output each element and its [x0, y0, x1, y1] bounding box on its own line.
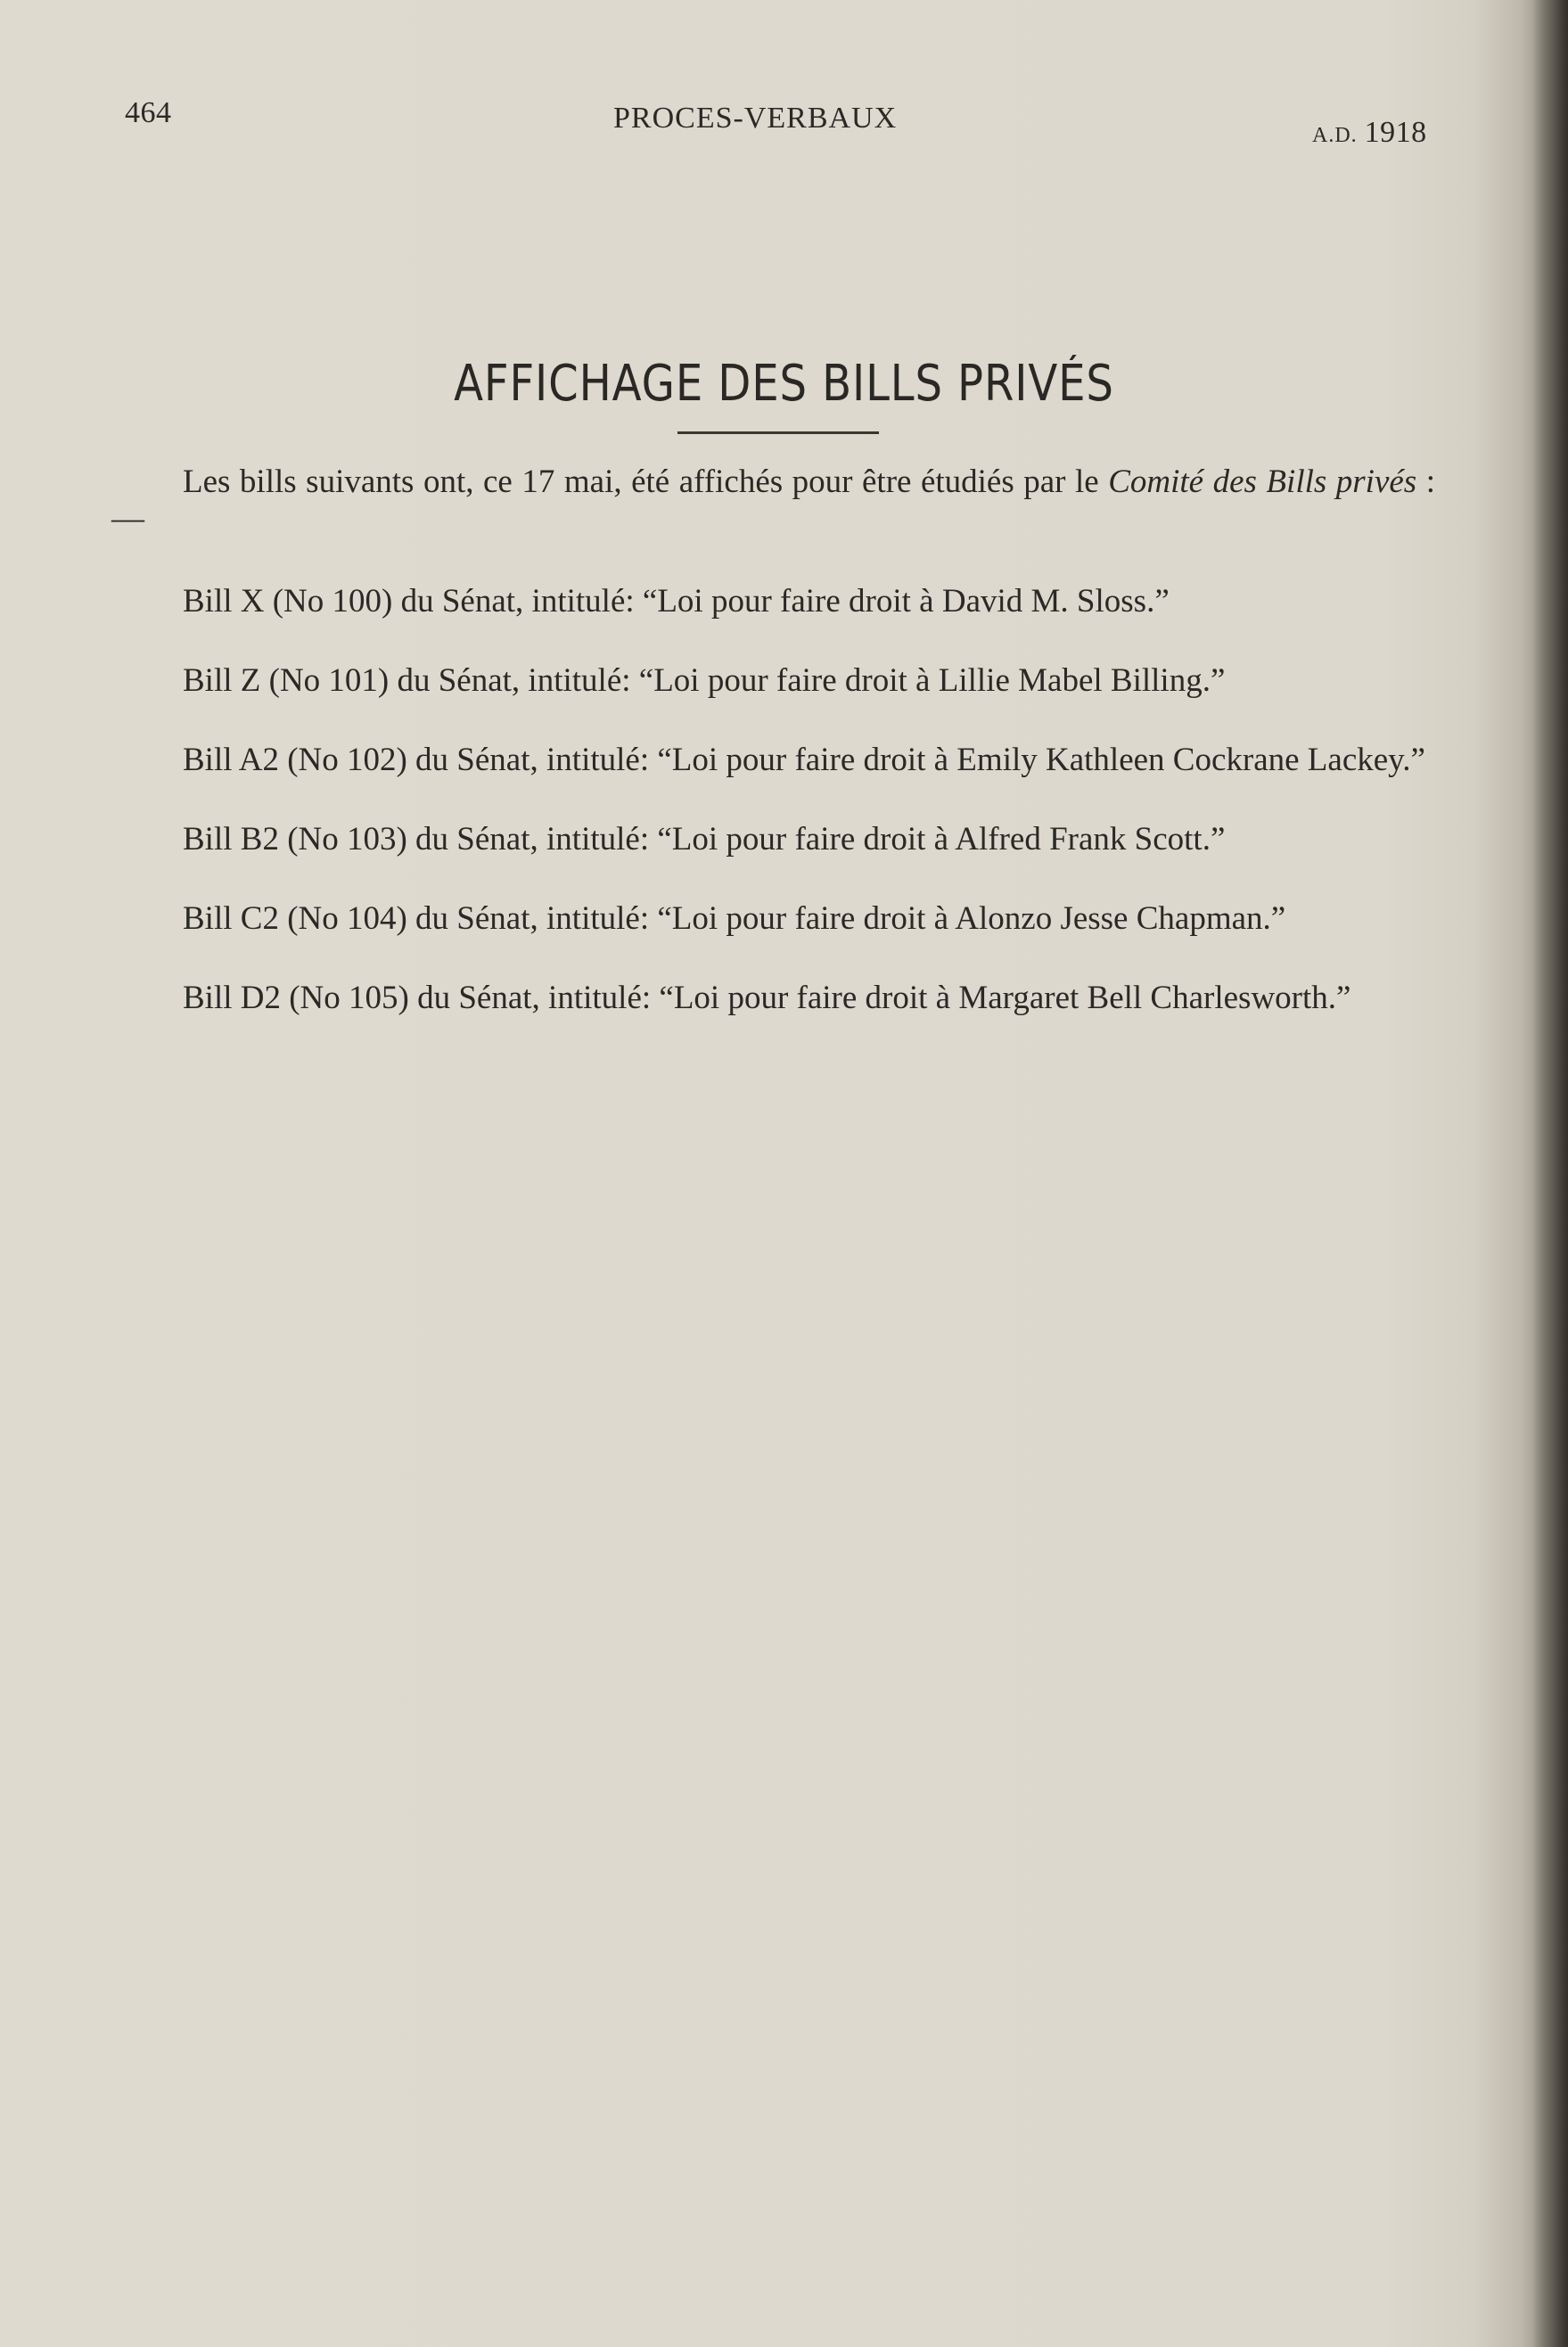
- running-header: [0, 96, 1568, 149]
- bill-entry: Bill X (No 100) du Sénat, intitulé: “Loi pour faire droit à David M. Sloss.”: [183, 583, 1170, 620]
- intro-suffix: :—: [111, 464, 1436, 537]
- bill-entry: Bill Z (No 101) du Sénat, intitulé: “Loi pour faire droit à Lillie Mabel Billing.”: [183, 662, 1226, 699]
- section-heading: AFFICHAGE DES BILLS PRIVÉS: [454, 354, 1114, 413]
- page-number: 464: [125, 96, 172, 129]
- year-value: 1918: [1364, 116, 1427, 149]
- book-spine-shadow: [1532, 0, 1568, 2347]
- body-text: [111, 464, 1435, 1059]
- bill-entry: Bill D2 (No 105) du Sénat, intitulé: “Loi pour faire droit à Margaret Bell Charlesworth.”: [183, 980, 1351, 1016]
- heading-rule: [677, 431, 879, 434]
- running-year: [1312, 116, 1427, 150]
- running-title: PROCES-VERBAUX: [613, 102, 898, 135]
- intro-paragraph: [111, 464, 1435, 537]
- intro-text: Les bills suivants ont, ce 17 mai, été affichés pour être étudiés par le: [183, 464, 1109, 500]
- bill-entry: Bill B2 (No 103) du Sénat, intitulé: “Loi pour faire droit à Alfred Frank Scott.”: [183, 821, 1226, 858]
- committee-name: Comité des Bills privés: [1108, 464, 1417, 500]
- bill-entry: Bill C2 (No 104) du Sénat, intitulé: “Loi pour faire droit à Alonzo Jesse Chapman.”: [183, 900, 1286, 937]
- bill-entry: Bill A2 (No 102) du Sénat, intitulé: “Loi pour faire droit à Emily Kathleen Cockrane Lackey.”: [183, 742, 1425, 778]
- year-prefix: A.D.: [1312, 124, 1358, 147]
